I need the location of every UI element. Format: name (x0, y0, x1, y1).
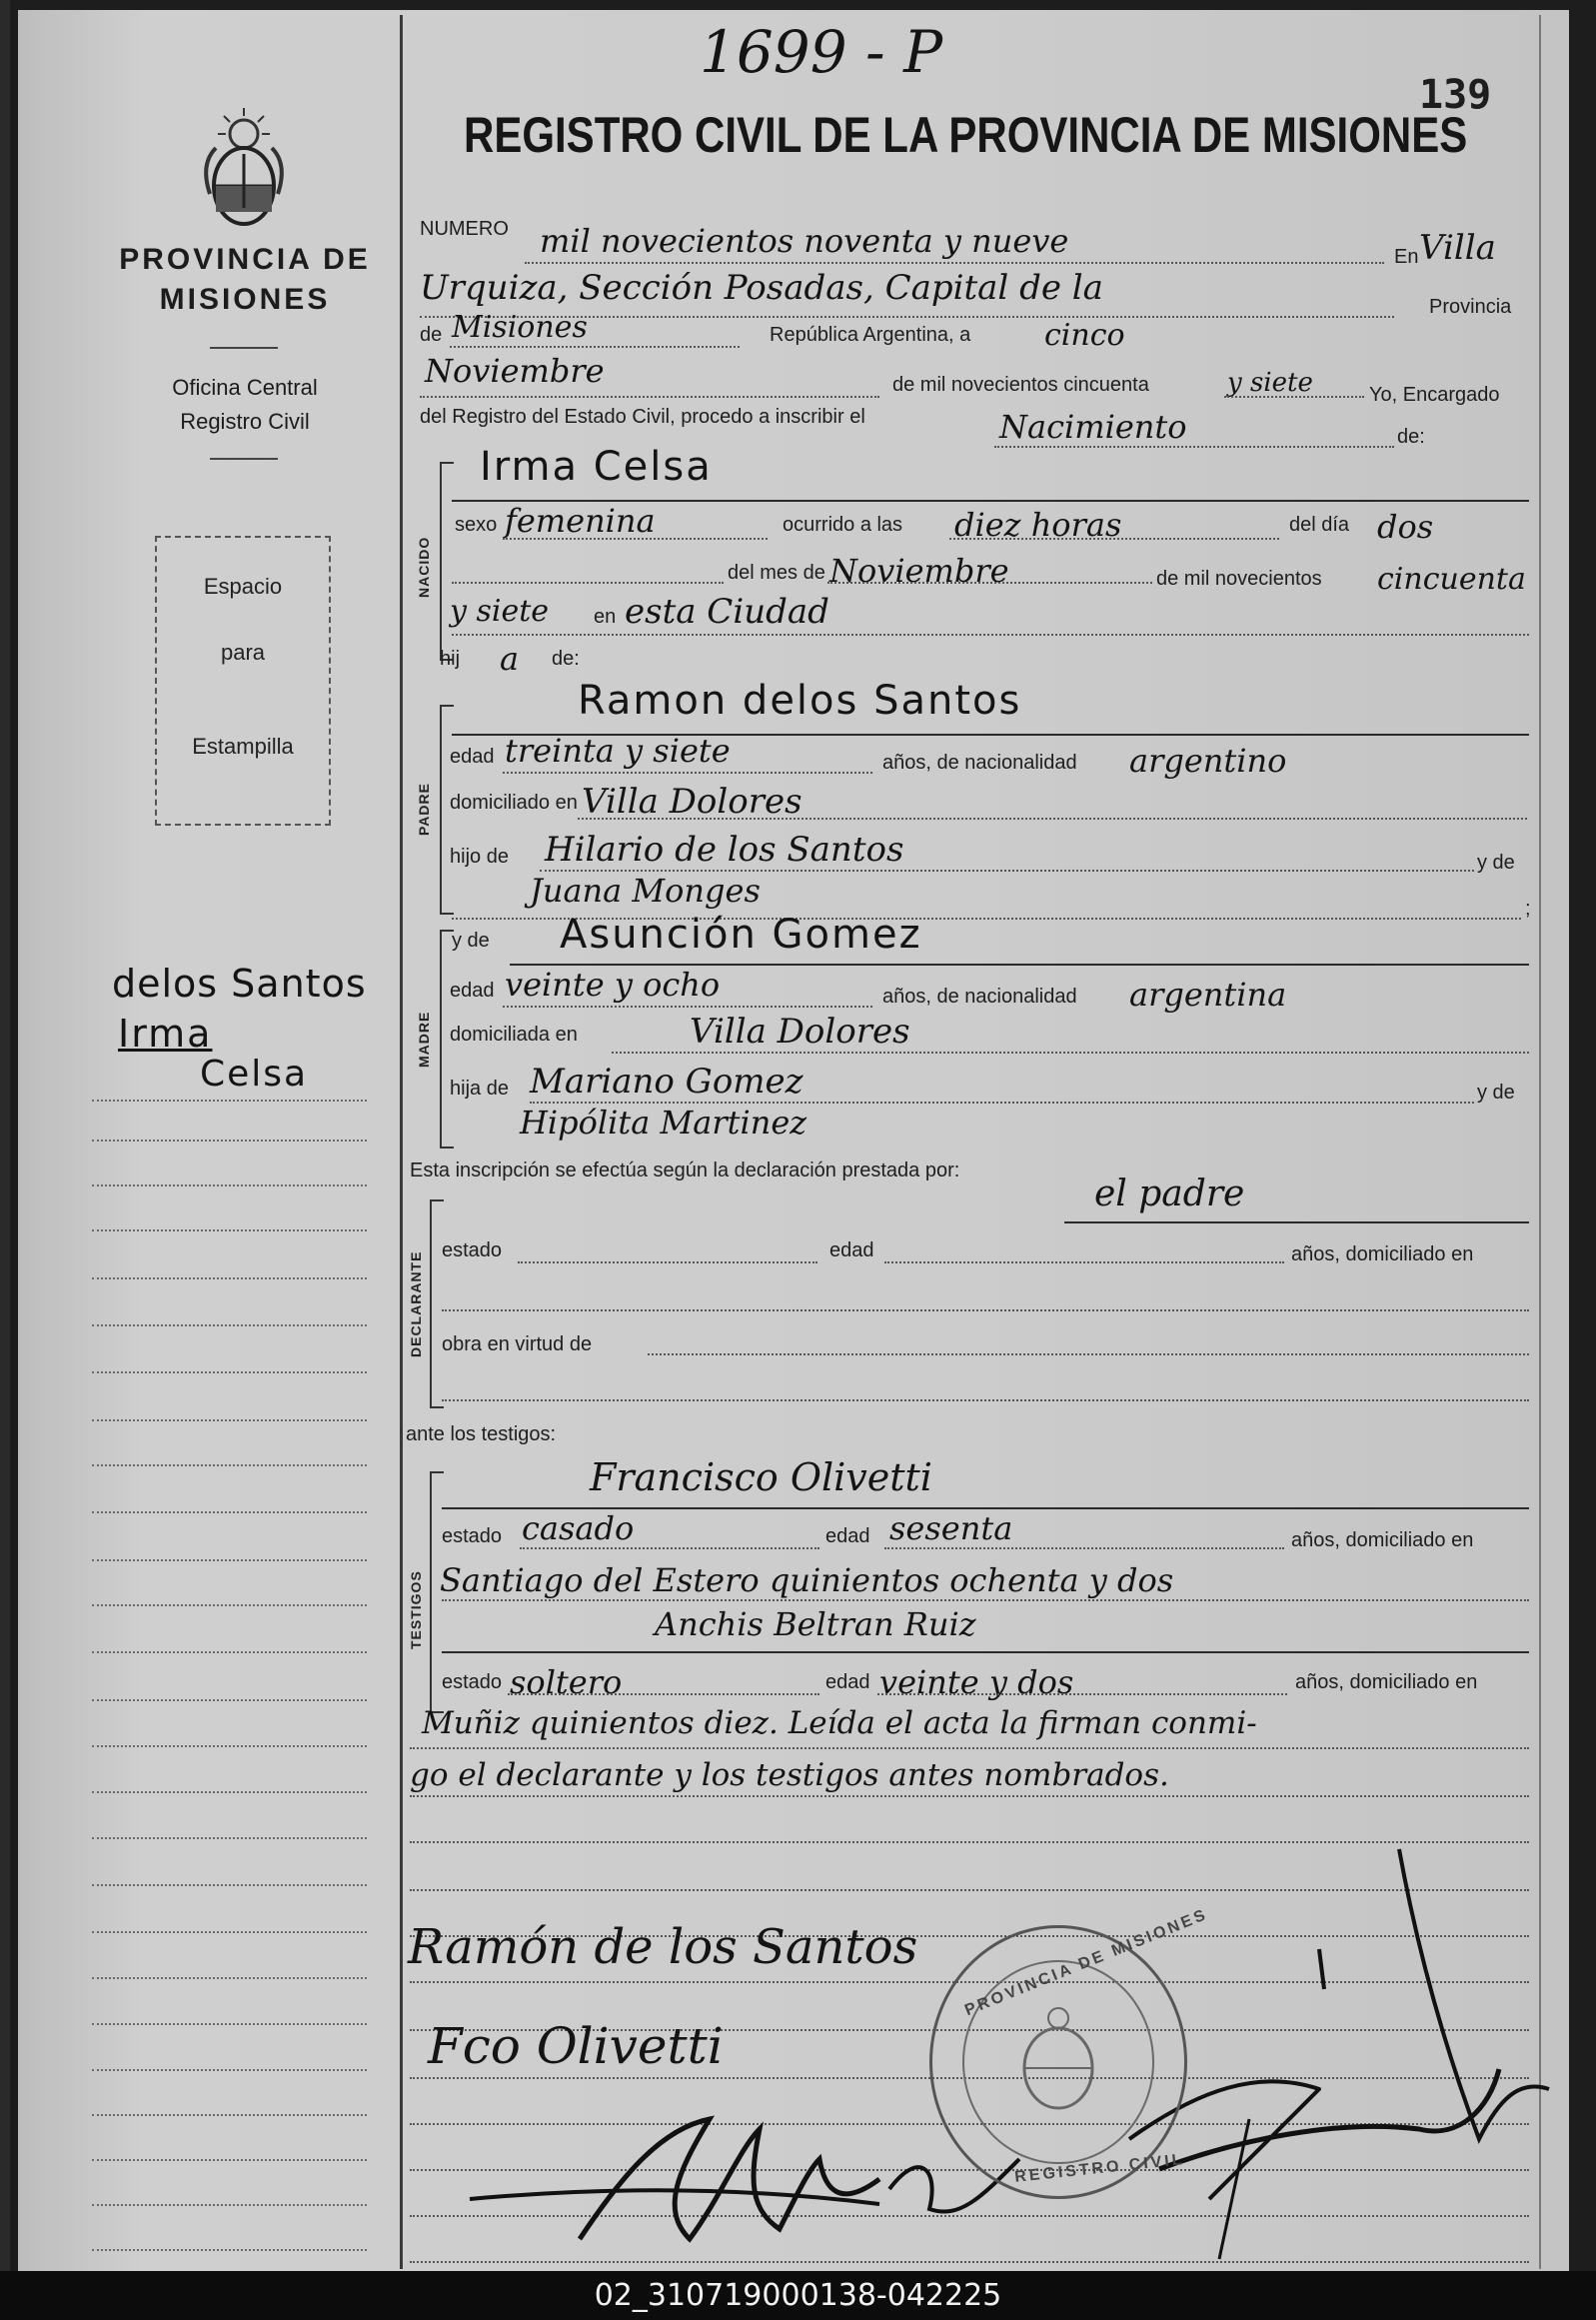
mother-age: veinte y ocho (505, 966, 721, 1004)
margin-rule (92, 1791, 367, 1793)
fill-line (994, 446, 1394, 448)
stamp-box-label-3: Estampilla (192, 734, 294, 759)
fill-line (877, 1693, 1287, 1695)
obra-label: obra en virtud de (442, 1333, 593, 1355)
declarant-value: el padre (1094, 1173, 1245, 1214)
margin-rule (92, 2159, 367, 2161)
republica-label: República Argentina, a (770, 324, 971, 346)
registro-label: del Registro del Estado Civil, procedo a inscribir el (420, 406, 865, 428)
margin-rule (92, 1100, 367, 1102)
month-value: Noviembre (425, 352, 605, 390)
hijo-de-label: hijo de (450, 846, 509, 868)
signature-witness: Fco Olivetti (428, 2017, 724, 2075)
mother-father: Mariano Gomez (530, 1062, 803, 1102)
father-age: treinta y siete (505, 732, 731, 770)
y-de-label: y de (452, 930, 490, 952)
fill-line (420, 396, 879, 398)
sidebar-divider (210, 458, 278, 460)
seal-text-bottom: REGISTRO CIVIL (1013, 2151, 1186, 2186)
mes-value: Noviembre (829, 552, 1009, 590)
fill-line (827, 582, 1152, 584)
fill-line (884, 1547, 1284, 1549)
fill-line (503, 538, 768, 540)
closing-text-line2: go el declarante y los testigos antes nombrados. (410, 1757, 1169, 1793)
edad-label: edad (825, 1525, 870, 1547)
de-label: de (420, 324, 443, 346)
anios-domicilio-label: años, domiciliado en (1291, 1243, 1474, 1265)
domicilio-label: domiciliada en (450, 1024, 578, 1046)
margin-rule (92, 1371, 367, 1373)
hij-value: a (500, 640, 520, 678)
official-seal-icon (929, 1905, 1211, 2199)
en-label: En (1394, 246, 1419, 268)
margin-rule (92, 2069, 367, 2071)
hij-label: hij (440, 648, 461, 670)
fill-line (578, 818, 1527, 820)
margin-rule (92, 1651, 367, 1653)
mes-label: del mes de (728, 562, 825, 584)
margin-rule (92, 1559, 367, 1561)
mother-address: Villa Dolores (690, 1012, 910, 1052)
mother-mother: Hipólita Martinez (520, 1104, 807, 1142)
margin-rule (92, 2249, 367, 2251)
margin-rule (92, 1511, 367, 1513)
place-line: Urquiza, Sección Posadas, Capital de la (420, 268, 1103, 308)
estado-label: estado (442, 1525, 503, 1547)
margin-rule (92, 1140, 367, 1142)
province-name-line2: MISIONES (159, 283, 331, 316)
margin-note-surname: delos Santos (112, 962, 367, 1006)
fill-line (648, 1353, 1529, 1355)
father-father: Hilario de los Santos (545, 830, 904, 870)
en-value: Villa (1419, 228, 1496, 268)
margin-note-name2: Celsa (200, 1054, 309, 1095)
provincia-label: Provincia (1429, 296, 1512, 318)
madre-section-label: MADRE (416, 1011, 432, 1068)
anios-domicilio-label: años, domiciliado en (1295, 1671, 1478, 1693)
fill-line (452, 582, 724, 584)
image-caption: 02_310719000138-042225 (0, 2271, 1596, 2320)
margin-rule (92, 1604, 367, 1606)
stamp-space-box (155, 536, 331, 826)
witness1-address: Santiago del Estero quinientos ochenta y dos (440, 1561, 1174, 1599)
dia-value: dos (1377, 508, 1434, 546)
semicolon: ; (1525, 898, 1531, 920)
margin-note-name1: Irma (118, 1012, 213, 1056)
ocurrido-label: ocurrido a las (783, 514, 903, 536)
anio-value: cincuenta (1377, 562, 1526, 597)
witness2-name: Anchis Beltran Ruiz (655, 1605, 976, 1643)
nacido-section-label: NACIDO (416, 536, 432, 598)
hija-de-label: hija de (450, 1078, 509, 1100)
edad-label: edad (450, 746, 495, 768)
dia-label: del día (1289, 514, 1350, 536)
page-title: REGISTRO CIVIL DE LA PROVINCIA DE MISIONES (464, 107, 1468, 163)
margin-rule (92, 2114, 367, 2116)
day-value: cinco (1044, 318, 1125, 353)
sidebar-divider (210, 347, 278, 349)
nacido-bracket (440, 462, 454, 661)
child-name: Irma Celsa (480, 444, 713, 490)
father-mother: Juana Monges (530, 872, 761, 910)
seal-coat-of-arms-icon (1008, 1998, 1108, 2118)
witnesses-label: ante los testigos: (406, 1423, 557, 1445)
numero-label: NUMERO (420, 218, 509, 240)
margin-rule (92, 1977, 367, 1979)
declarante-section-label: DECLARANTE (408, 1250, 424, 1357)
act-value: Nacimiento (999, 408, 1187, 446)
margin-rule (92, 1229, 367, 1231)
witness1-edad: sesenta (889, 1509, 1013, 1547)
fill-line (450, 346, 740, 348)
testigos-section-label: TESTIGOS (408, 1570, 424, 1649)
margin-rule (92, 1699, 367, 1701)
fill-line (520, 1547, 819, 1549)
province-name-line1: PROVINCIA DE (119, 243, 371, 276)
fill-line (442, 1399, 1529, 1401)
y-de-label: y de (1477, 1082, 1515, 1104)
hour-value: diez horas (954, 506, 1122, 544)
margin-rule (92, 1277, 367, 1279)
margin-rule (92, 2023, 367, 2025)
fill-line (503, 772, 872, 774)
witness2-edad: veinte y dos (879, 1663, 1074, 1701)
hij-de-label: de: (552, 648, 580, 670)
sexo-value: femenina (505, 502, 656, 540)
witness1-estado: casado (522, 1509, 635, 1547)
declarant-underline (1064, 1221, 1529, 1223)
en-label: en (594, 606, 617, 628)
fill-line (503, 1006, 872, 1008)
mother-name: Asunción Gomez (560, 912, 922, 958)
signature-father: Ramón de los Santos (408, 1919, 918, 1975)
fill-line (1224, 396, 1364, 398)
anios-domicilio-label: años, domiciliado en (1291, 1529, 1474, 1551)
fill-line (508, 1693, 819, 1695)
margin-rule (92, 1837, 367, 1839)
numero-value: mil novecientos noventa y nueve (540, 222, 1069, 260)
margin-rule (92, 2204, 367, 2206)
margin-rule (92, 1324, 367, 1326)
name-underline (442, 1651, 1529, 1653)
margin-rule (92, 1464, 367, 1466)
anio-label: de mil novecientos (1156, 568, 1322, 590)
fill-line (518, 1261, 817, 1263)
estado-label: estado (442, 1671, 503, 1693)
seal-text-top: PROVINCIA DE MISIONES (962, 1905, 1211, 2020)
page-number: 139 (1419, 72, 1492, 118)
mother-nationality: argentina (1129, 976, 1287, 1014)
anios-label: años, de nacionalidad (882, 752, 1077, 774)
domicilio-label: domiciliado en (450, 792, 578, 814)
ruled-line (410, 1795, 1529, 1797)
office-name-line2: Registro Civil (180, 409, 310, 434)
father-address: Villa Dolores (582, 782, 802, 822)
fill-line (525, 262, 1384, 264)
edad-label: edad (450, 980, 495, 1002)
yo-label: Yo, Encargado (1369, 384, 1500, 406)
file-mark: 1699 - P (700, 18, 943, 86)
fill-line (884, 1261, 1284, 1263)
margin-rule (92, 1419, 367, 1421)
margin-rule (92, 1931, 367, 1933)
fill-line (410, 1747, 1529, 1749)
birthplace-value: esta Ciudad (625, 592, 829, 632)
binding-spine (0, 0, 10, 2279)
anios-label: años, de nacionalidad (882, 986, 1077, 1008)
declarante-bracket (430, 1199, 444, 1408)
fill-line (949, 538, 1279, 540)
margin-rule (92, 1184, 367, 1186)
witness1-name: Francisco Olivetti (590, 1455, 932, 1499)
estado-label: estado (442, 1239, 503, 1261)
witness2-estado: soltero (510, 1663, 623, 1701)
anio-value-continued: y siete (450, 594, 550, 629)
declaration-intro: Esta inscripción se efectúa según la declaración prestada por: (410, 1160, 960, 1181)
stamp-box-label-1: Espacio (203, 574, 283, 599)
father-name: Ramon delos Santos (578, 678, 1022, 724)
closing-text-line1: Muñiz quinientos diez. Leída el acta la firman conmi- (422, 1705, 1257, 1741)
father-nationality: argentino (1129, 742, 1287, 780)
fill-line (612, 1052, 1529, 1054)
edad-label: edad (825, 1671, 870, 1693)
coat-of-arms-icon (196, 104, 292, 234)
column-divider (400, 15, 403, 2269)
fill-line (442, 1309, 1529, 1311)
fill-line (442, 1599, 1529, 1601)
margin-rule (92, 1884, 367, 1886)
de-colon-label: de: (1397, 426, 1425, 448)
office-name-line1: Oficina Central (172, 375, 318, 400)
y-de-label: y de (1477, 852, 1515, 874)
sexo-label: sexo (455, 514, 498, 536)
province-value: Misiones (452, 310, 588, 345)
stamp-box-label-2: para (220, 640, 266, 665)
edad-label: edad (829, 1239, 874, 1261)
year-value: y siete (1227, 368, 1313, 398)
year-label: de mil novecientos cincuenta (892, 374, 1149, 396)
margin-rule (92, 1745, 367, 1747)
padre-section-label: PADRE (416, 783, 432, 836)
fill-line (452, 634, 1529, 636)
